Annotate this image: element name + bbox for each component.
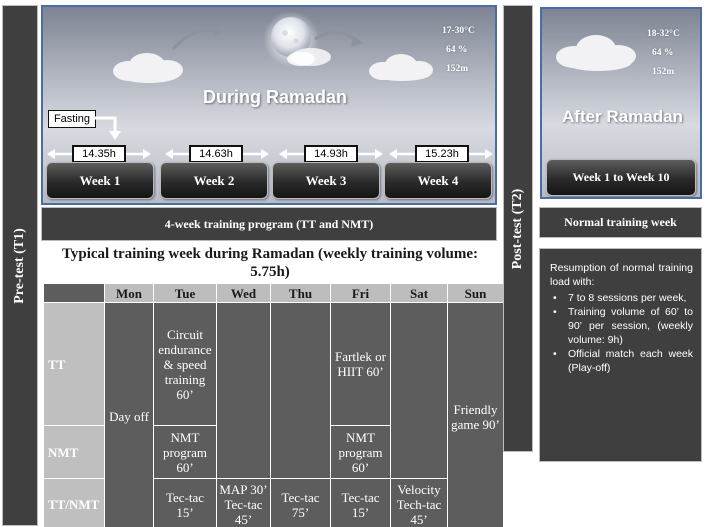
- altitude-stat: 152m: [652, 67, 675, 77]
- resumption-list: [550, 291, 693, 375]
- day-header: Sat: [391, 284, 447, 302]
- altitude-stat: 152m: [446, 64, 469, 74]
- table-cell-tue-tt: Circuit endurance & speed training 60’: [154, 303, 216, 425]
- table-cell-sun: Friendly game 90’: [448, 303, 503, 527]
- week-4-box: Week 4: [384, 162, 492, 199]
- day-header: Sun: [448, 284, 503, 302]
- post-test-bar: [503, 5, 533, 452]
- week-2-box: Week 2: [160, 162, 268, 199]
- during-ramadan-title: During Ramadan: [203, 87, 348, 107]
- table-cell-fri-tt: Fartlek or HIIT 60’: [331, 303, 390, 425]
- table-cell-wed-mix: MAP 30’ Tec-tac 45’: [217, 479, 270, 527]
- day-header: Thu: [271, 284, 330, 302]
- week-1-to-10-box: Week 1 to Week 10: [546, 159, 696, 196]
- cloud-icon: [109, 49, 189, 85]
- during-ramadan-panel: [41, 5, 497, 205]
- fasting-label-box: [48, 110, 96, 128]
- list-item: • Training volume of 60’ to 90’ per session, (weekly volume: 9h): [550, 305, 693, 347]
- day-header: Fri: [331, 284, 390, 302]
- table-cell-sat-tt: [391, 303, 447, 478]
- temperature-stat: 17-30°C: [442, 26, 475, 36]
- cloud-icon: [365, 51, 439, 83]
- humidity-stat: 64 %: [446, 45, 468, 55]
- day-header: Mon: [105, 284, 153, 302]
- post-test-label: Post-test (T2): [510, 188, 525, 269]
- curved-arrow-icon: [311, 23, 367, 55]
- fasting-label: Fasting: [53, 113, 91, 125]
- humidity-stat: 64 %: [652, 48, 674, 58]
- pre-test-label: Pre-test (T1): [12, 227, 27, 304]
- week-3-box: Week 3: [272, 162, 380, 199]
- table-corner: [44, 284, 104, 302]
- fasting-hours-week-3: 14.93h: [304, 145, 358, 163]
- normal-training-week-band: Normal training week: [539, 207, 702, 238]
- table-title: Typical training week during Ramadan (weekly training volume: 5.75h): [44, 245, 496, 283]
- day-header: Tue: [154, 284, 216, 302]
- cloud-icon: [552, 31, 644, 73]
- week-1-box: Week 1: [46, 162, 154, 199]
- fasting-hours-week-4: 15.23h: [415, 145, 469, 163]
- fasting-hours-week-2: 14.63h: [189, 145, 243, 163]
- table-cell-fri-mix: Tec-tac 15’: [331, 479, 390, 527]
- table-cell-fri-nmt: NMT program 60’: [331, 426, 390, 478]
- table-cell-tue-nmt: NMT program 60’: [154, 426, 216, 478]
- table-cell-thu-mix: Tec-tac 75’: [271, 479, 330, 527]
- table-cell-wed-tt: [217, 303, 270, 478]
- day-header: Wed: [217, 284, 270, 302]
- table-cell-sat-mix: Velocity Tech-tac 45’: [391, 479, 447, 527]
- table-cell-mon: Day off: [105, 303, 153, 527]
- table-cell-tue-mix: Tec-tac 15’: [154, 479, 216, 527]
- fasting-arrow-icon: [95, 115, 125, 141]
- fasting-hours-week-1: 14.35h: [72, 145, 126, 163]
- row-header-tt: TT: [44, 303, 104, 425]
- pre-test-bar: [2, 5, 38, 526]
- training-program-band: 4-week training program (TT and NMT): [41, 207, 497, 241]
- after-ramadan-title: After Ramadan: [562, 107, 683, 126]
- training-week-table: [44, 284, 500, 527]
- resumption-info-box: [539, 248, 702, 462]
- after-ramadan-panel: [540, 7, 702, 199]
- curved-arrow-icon: [169, 21, 225, 53]
- table-cell-thu-tt: [271, 303, 330, 478]
- resumption-intro: Resumption of normal training load with:: [550, 262, 693, 288]
- row-header-nmt: NMT: [44, 426, 104, 478]
- list-item: • Official match each week (Play-off): [550, 347, 693, 375]
- row-header-tt-nmt: TT/NMT: [44, 479, 104, 527]
- temperature-stat: 18-32°C: [647, 29, 680, 39]
- list-item: • 7 to 8 sessions per week,: [550, 291, 693, 305]
